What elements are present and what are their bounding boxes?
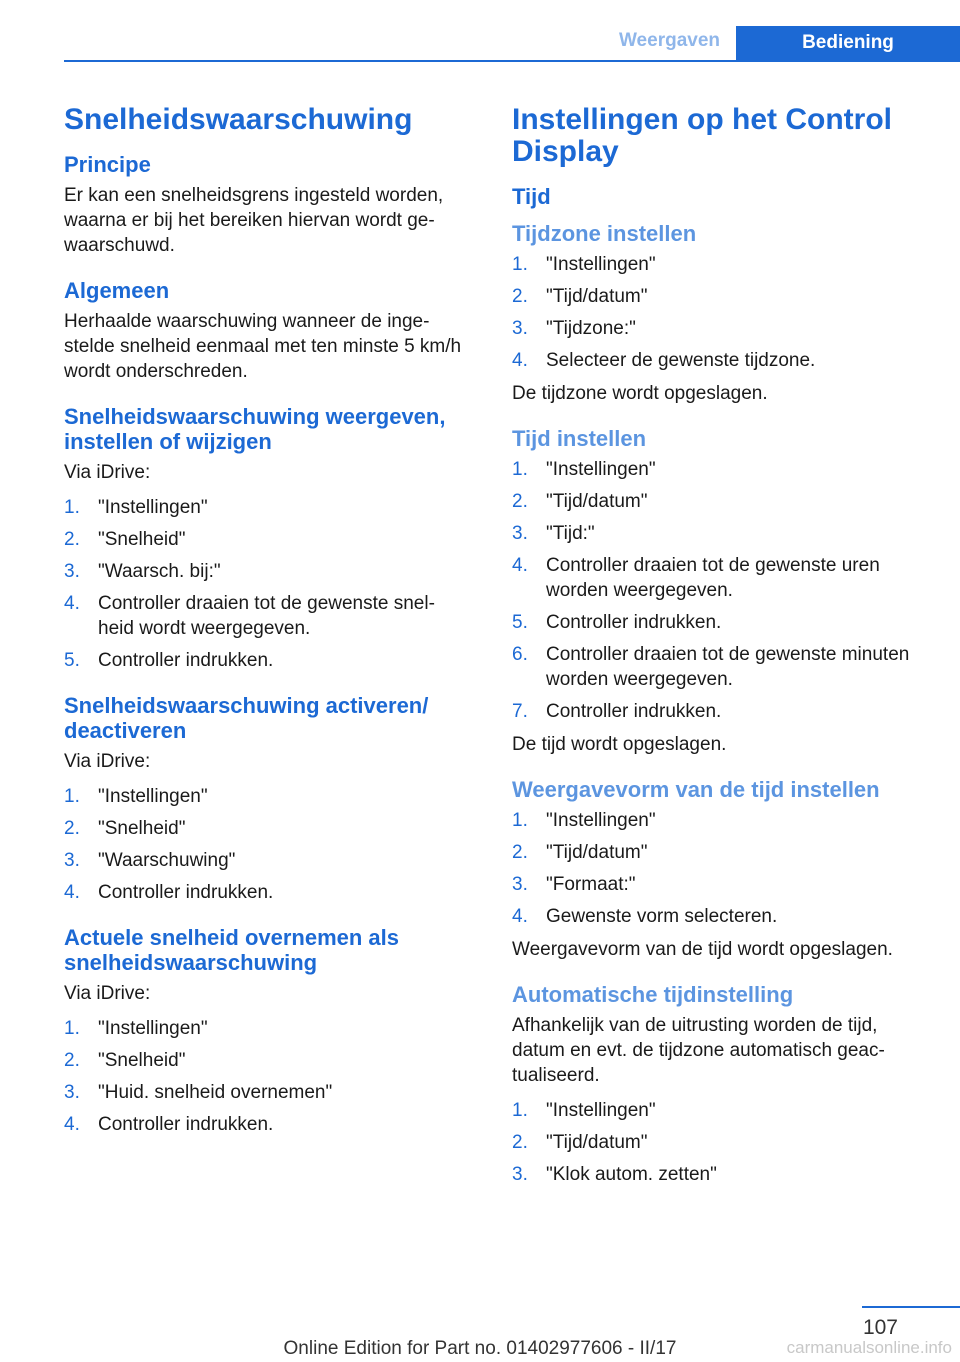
list-item	[64, 1080, 464, 1105]
list-item	[512, 521, 912, 546]
page-header	[64, 26, 960, 62]
step-number: 4.	[512, 906, 528, 927]
step-text: "Formaat:"	[546, 874, 636, 895]
step-text: "Instellingen"	[546, 1100, 656, 1121]
step-text: Controller indrukken.	[546, 612, 722, 633]
list-item	[512, 610, 912, 635]
list-item	[64, 1112, 464, 1137]
step-text: "Waarschuwing"	[98, 850, 236, 871]
intro-via-idrive: Via iDrive:	[64, 462, 151, 483]
list-item	[512, 252, 912, 277]
list-item	[512, 872, 912, 897]
right-column	[512, 100, 912, 1195]
step-number: 3.	[64, 850, 80, 871]
list-item	[64, 527, 464, 552]
step-number: 3.	[512, 318, 528, 339]
list-item	[64, 848, 464, 873]
step-text: "Snelheid"	[98, 529, 186, 550]
step-text: "Huid. snelheid overnemen"	[98, 1082, 333, 1103]
heading-weergeven-instellen: Snelheidswaarschuwing weergeven, instellen of wijzigen	[64, 404, 446, 454]
list-item	[512, 489, 912, 514]
step-number: 5.	[512, 612, 528, 633]
step-number: 4.	[512, 555, 528, 576]
heading-automatische-tijdinstelling: Automatische tijdinstelling	[512, 982, 794, 1007]
list-item	[64, 495, 464, 520]
step-number: 2.	[512, 842, 528, 863]
footer-rule	[862, 1306, 960, 1308]
step-text: "Instellingen"	[546, 459, 656, 480]
list-item	[512, 699, 912, 724]
step-text: "Tijd/datum"	[546, 842, 648, 863]
step-number: 2.	[64, 818, 80, 839]
list-item	[512, 316, 912, 341]
list-item	[512, 840, 912, 865]
step-number: 3.	[512, 874, 528, 895]
heading-weergavevorm: Weergavevorm van de tijd instellen	[512, 777, 880, 802]
list-item	[64, 784, 464, 809]
step-number: 3.	[512, 1164, 528, 1185]
step-text: Controller indrukken.	[98, 650, 274, 671]
step-text: Controller draaien tot de gewenste minuten worden weergegeven.	[546, 644, 910, 690]
step-text: "Klok autom. zetten"	[546, 1164, 717, 1185]
step-text: "Tijd/datum"	[546, 1132, 648, 1153]
step-text: Controller indrukken.	[546, 701, 722, 722]
list-item	[64, 591, 464, 641]
list-item	[512, 642, 912, 692]
step-text: "Waarsch. bij:"	[98, 561, 221, 582]
list-item	[64, 816, 464, 841]
list-item	[64, 648, 464, 673]
step-number: 2.	[64, 529, 80, 550]
text-tijd-opgeslagen: De tijd wordt opgeslagen.	[512, 734, 727, 755]
steps-list	[64, 1016, 464, 1137]
page-number: 107	[862, 1316, 898, 1339]
step-text: Gewenste vorm selecteren.	[546, 906, 778, 927]
step-number: 4.	[64, 1114, 80, 1135]
step-number: 3.	[64, 1082, 80, 1103]
step-number: 4.	[64, 593, 80, 614]
step-text: "Instellingen"	[98, 786, 208, 807]
list-item	[64, 1048, 464, 1073]
step-number: 4.	[64, 882, 80, 903]
list-item	[512, 553, 912, 603]
step-text: "Instellingen"	[546, 254, 656, 275]
heading-activeren-deactiveren: Snelheidswaarschuwing activeren/ deactiveren	[64, 693, 429, 743]
step-number: 6.	[512, 644, 528, 665]
steps-list	[64, 784, 464, 905]
title-instellingen-control-display: Instellingen op het Control Display	[512, 103, 892, 168]
step-number: 3.	[64, 561, 80, 582]
text-algemeen: Herhaalde waarschuwing wanneer de ingestelde snelheid eenmaal met ten minste 5 km/h wordt onderschreden.	[64, 311, 462, 382]
step-number: 3.	[512, 523, 528, 544]
text-weergavevorm-opgeslagen: Weergavevorm van de tijd wordt opgeslagen.	[512, 939, 893, 960]
list-item	[512, 904, 912, 929]
step-text: "Tijd/datum"	[546, 286, 648, 307]
step-number: 5.	[64, 650, 80, 671]
step-text: "Snelheid"	[98, 1050, 186, 1071]
step-text: "Tijdzone:"	[546, 318, 636, 339]
step-number: 2.	[512, 1132, 528, 1153]
step-number: 2.	[512, 491, 528, 512]
heading-actuele-snelheid: Actuele snelheid overnemen als snelheidswaarschuwing	[64, 925, 400, 975]
heading-principe: Principe	[64, 152, 151, 177]
text-principe: Er kan een snelheidsgrens ingesteld worden, waarna er bij het bereiken hiervan wordt gewaarschuwd.	[64, 185, 444, 256]
text-automatische-tijdinstelling: Afhankelijk van de uitrusting worden de tijd, datum en evt. de tijdzone automatisch geactualiseerd.	[512, 1015, 885, 1086]
step-text: Selecteer de gewenste tijdzone.	[546, 350, 816, 371]
step-text: Controller draaien tot de gewenste uren worden weergegeven.	[546, 555, 880, 601]
step-number: 1.	[64, 1018, 80, 1039]
section-tab-bediening: Bediening	[736, 26, 960, 62]
section-tab-weergaven: Weergaven	[618, 30, 720, 51]
step-number: 1.	[512, 254, 528, 275]
heading-algemeen: Algemeen	[64, 278, 170, 303]
left-column	[64, 100, 464, 1145]
steps-list	[512, 457, 912, 724]
list-item	[64, 880, 464, 905]
list-item	[512, 348, 912, 373]
list-item	[512, 1162, 912, 1187]
list-item	[512, 284, 912, 309]
heading-tijdzone-instellen: Tijdzone instellen	[512, 221, 697, 246]
steps-list	[64, 495, 464, 673]
list-item	[512, 457, 912, 482]
step-text: "Instellingen"	[546, 810, 656, 831]
steps-list	[512, 1098, 912, 1187]
step-number: 1.	[512, 1100, 528, 1121]
step-number: 2.	[512, 286, 528, 307]
step-number: 1.	[64, 786, 80, 807]
step-text: Controller indrukken.	[98, 1114, 274, 1135]
steps-list	[512, 252, 912, 373]
step-number: 7.	[512, 701, 528, 722]
list-item	[64, 559, 464, 584]
step-text: "Tijd/datum"	[546, 491, 648, 512]
step-number: 2.	[64, 1050, 80, 1071]
watermark: carmanualsonline.info	[786, 1338, 952, 1357]
step-number: 1.	[512, 810, 528, 831]
list-item	[512, 1130, 912, 1155]
intro-via-idrive: Via iDrive:	[64, 751, 151, 772]
step-text: "Instellingen"	[98, 497, 208, 518]
title-snelheidswaarschuwing: Snelheidswaarschuwing	[64, 103, 413, 136]
step-number: 1.	[64, 497, 80, 518]
list-item	[512, 808, 912, 833]
step-text: Controller indrukken.	[98, 882, 274, 903]
text-tijdzone-opgeslagen: De tijdzone wordt opgeslagen.	[512, 383, 768, 404]
step-text: "Instellingen"	[98, 1018, 208, 1039]
step-text: "Tijd:"	[546, 523, 595, 544]
heading-tijd-instellen: Tijd instellen	[512, 426, 647, 451]
step-text: "Snelheid"	[98, 818, 186, 839]
edition-footer: Online Edition for Part no. 01402977606 - II/17	[283, 1338, 677, 1359]
header-rule	[64, 60, 960, 62]
step-text: Controller draaien tot de gewenste snelheid wordt weergegeven.	[98, 593, 435, 639]
step-number: 4.	[512, 350, 528, 371]
steps-list	[512, 808, 912, 929]
list-item	[64, 1016, 464, 1041]
list-item	[512, 1098, 912, 1123]
heading-tijd: Tijd	[512, 184, 551, 209]
step-number: 1.	[512, 459, 528, 480]
intro-via-idrive: Via iDrive:	[64, 983, 151, 1004]
